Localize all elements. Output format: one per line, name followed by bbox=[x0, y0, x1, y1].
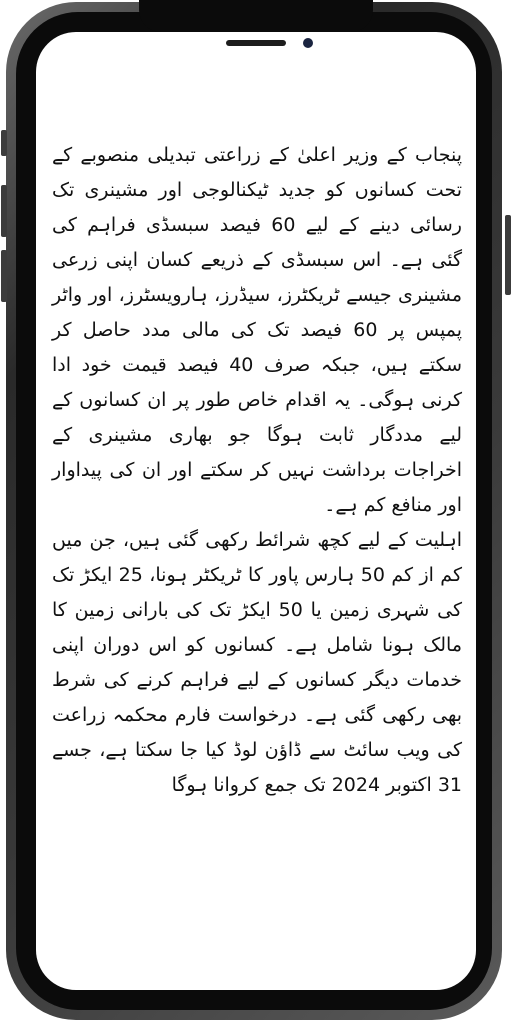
article-paragraph-2: اہلیت کے لیے کچھ شرائط رکھی گئی ہیں، جن میں کم از کم 50 ہارس پاور کا ٹریکٹر ہونا، 25 ایکڑ تک کی شہری زمین یا 50 ایکڑ تک کی بارانی زمین کا مالک ہونا شامل ہے۔ کسانوں کو اس دوران اپنی خدمات دیگر کسانوں کے لیے فراہم کرنے کی شرط بھی رکھی گئی ہے۔ درخواست فارم محکمہ زراعت کی ویب سائٹ سے ڈاؤن لوڈ کیا جا سکتا ہے، جسے 31 اکتوبر 2024 تک جمع کروانا ہوگا bbox=[52, 529, 463, 796]
volume-down-button bbox=[1, 250, 7, 302]
article-paragraph-1: پنجاب کے وزیر اعلیٰ کے زراعتی تبدیلی منصوبے کے تحت کسانوں کو جدید ٹیکنالوجی اور مشینری تک رسائی دینے کے لیے 60 فیصد سبسڈی فراہم کی گئی ہے۔ اس سبسڈی کے ذریعے کسان اپنی زرعی مشینری جیسے ٹریکٹرز، سیڈرز، ہارویسٹرز، اور واٹر پمپس پر 60 فیصد تک کی مالی مدد حاصل کر سکتے ہیں، جبکہ صرف 40 فیصد قیمت خود ادا کرنی ہوگی۔ یہ اقدام خاص طور پر ان کسانوں کے لیے مددگار ثابت ہوگا جو بھاری مشینری کے اخراجات برداشت نہیں کر سکتے اور ان کی پیداوار اور منافع کم ہے۔ bbox=[52, 144, 462, 516]
camera-icon bbox=[303, 38, 313, 48]
article-text bbox=[52, 138, 462, 803]
speaker-icon bbox=[226, 40, 286, 46]
power-button bbox=[505, 215, 511, 295]
mute-switch bbox=[1, 130, 7, 156]
volume-up-button bbox=[1, 185, 7, 237]
notch bbox=[139, 0, 373, 32]
